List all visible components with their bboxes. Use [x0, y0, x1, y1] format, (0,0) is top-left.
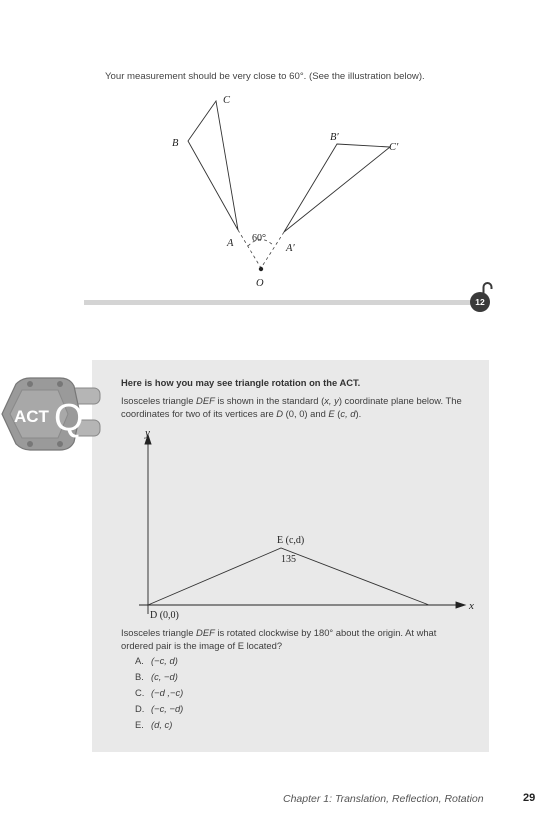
q-letter: Q [54, 397, 84, 439]
point-e-value: 135 [281, 554, 296, 565]
label-b-prime: B′ [330, 132, 339, 143]
label-a-prime: A′ [286, 243, 295, 254]
label-c-prime: C′ [389, 142, 399, 153]
x-axis-label: x [469, 600, 474, 612]
y-axis-label: y [145, 427, 150, 439]
choice-b[interactable]: B. (c, −d) [135, 671, 178, 682]
origin-point [259, 267, 263, 271]
question-heading: Here is how you may see triangle rotation on the ACT. [121, 377, 361, 388]
choice-e[interactable]: E. (d, c) [135, 719, 173, 730]
section-divider [84, 300, 480, 305]
question-line-1: Isosceles triangle DEF is shown in the standard (x, y) coordinate plane below. The [121, 395, 462, 406]
question-line-2: coordinates for two of its vertices are D (0, 0) and E (c, d). [121, 408, 362, 419]
coordinate-plane-figure [121, 424, 481, 624]
question-ask-line-1: Isosceles triangle DEF is rotated clockwise by 180° about the origin. At what [121, 627, 437, 638]
label-c: C [223, 95, 231, 106]
act-text: ACT [14, 407, 49, 426]
choice-d[interactable]: D. (−c, −d) [135, 703, 184, 714]
page-badge: 12 [470, 292, 490, 312]
choice-a[interactable]: A. (−c, d) [135, 655, 178, 666]
chapter-footer: Chapter 1: Translation, Reflection, Rotation [283, 793, 484, 805]
question-ask-line-2: ordered pair is the image of E located? [121, 640, 283, 651]
point-e-label: E (c,d) [277, 535, 305, 546]
choice-c[interactable]: C. (−d ,−c) [135, 687, 184, 698]
intro-text: Your measurement should be very close to 60°. (See the illustration below). [105, 71, 425, 82]
label-o: O [256, 278, 264, 289]
triangle-abc [188, 101, 238, 230]
rotation-illustration [150, 90, 430, 290]
label-b: B [172, 138, 179, 149]
act-q-badge-icon [0, 374, 104, 454]
angle-label: 60° [252, 233, 266, 244]
label-a: A [227, 238, 234, 249]
point-d-label: D (0,0) [150, 610, 179, 621]
triangle-abc-prime [284, 144, 390, 232]
page-number: 29 [523, 792, 536, 804]
